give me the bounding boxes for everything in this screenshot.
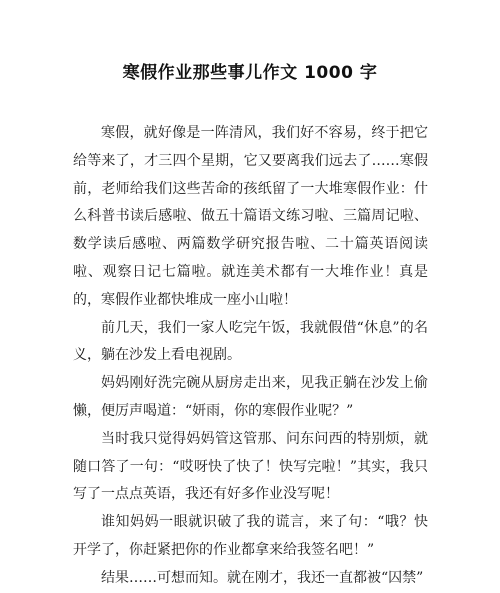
document-body [73,120,428,593]
paragraph: 前几天，我们一家人吃完午饭，我就假借“休息”的名义，躺在沙发上看电视剧。 [73,319,428,364]
paragraph: 当时我只觉得妈妈管这管那、问东问西的特别烦，就随口答了一句：“哎呀快了快了！快写完啦！”其实，我只写了一点点英语，我还有好多作业没写呢！ [73,430,428,503]
paragraph: 谁知妈妈一眼就识破了我的谎言，来了句：“哦？快开学了，你赶紧把你的作业都拿来给我签名吧！” [73,514,428,558]
paragraph: 妈妈刚好洗完碗从厨房走出来，见我正躺在沙发上偷懒，便厉声喝道：“妍雨，你的寒假作业呢？” [73,375,428,419]
paragraph: 寒假，就好像是一阵清风，我们好不容易，终于把它给等来了，才三四个星期，它又要离我们远去了……寒假前，老师给我们这些苦命的孩纸留了一大堆寒假作业：什么科普书读后感啦、做五十篇语文练习啦、三篇周记啦、数学读后感啦、两篇数学研究报告啦、二十篇英语阅读啦、观察日记七篇啦。就连美术都有一大堆作业！真是的，寒假作业都快堆成一座小山啦！ [73,125,428,308]
document-title: 寒假作业那些事儿作文 1000 字 [122,63,378,83]
paragraph: 结果……可想而知。就在刚才，我还一直都被“囚禁” [101,569,424,586]
